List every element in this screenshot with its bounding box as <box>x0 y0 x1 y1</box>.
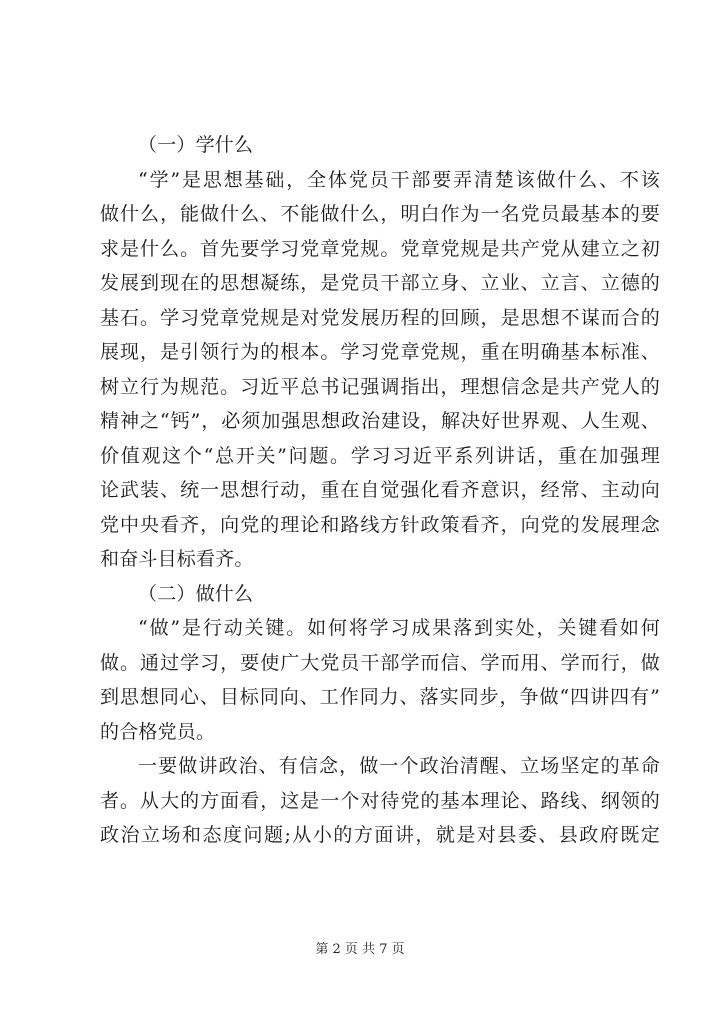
paragraph-line: 价值观这个“总开关”问题。学习习近平系列讲话，重在加强理 <box>100 444 660 467</box>
paragraph-line: 树立行为规范。习近平总书记强调指出，理想信念是共产党人的 <box>100 375 660 398</box>
paragraph-line: “学”是思想基础，全体党员干部要弄清楚该做什么、不该 <box>138 168 660 191</box>
paragraph-line: 论武装、统一思想行动，重在自觉强化看齐意识，经常、主动向 <box>100 479 660 501</box>
paragraph-line: 的合格党员。 <box>100 720 216 743</box>
paragraph-line: 求是什么。首先要学习党章党规。党章党规是共产党从建立之初 <box>100 237 660 260</box>
paragraph-line: 精神之“钙”，必须加强思想政治建设，解决好世界观、人生观、 <box>100 410 660 432</box>
section-heading-1: （一）学什么 <box>138 134 254 156</box>
paragraph-line: 一要做讲政治、有信念，做一个政治清醒、立场坚定的革命 <box>138 755 660 777</box>
paragraph-line: 者。从大的方面看，这是一个对待党的基本理论、路线、纲领的 <box>100 789 660 812</box>
paragraph-line: 做什么，能做什么、不能做什么，明白作为一名党员最基本的要 <box>100 203 660 225</box>
paragraph-line: 党中央看齐，向党的理论和路线方针政策看齐，向党的发展理念 <box>100 513 660 536</box>
section-heading-2: （二）做什么 <box>138 582 254 605</box>
paragraph-line: 做。通过学习，要使广大党员干部学而信、学而用、学而行，做 <box>100 651 660 674</box>
paragraph-line: 展现，是引领行为的根本。学习党章党规，重在明确基本标准、 <box>100 341 660 363</box>
paragraph-line: 到思想同心、目标同向、工作同力、落实同步，争做“四讲四有” <box>100 686 660 708</box>
paragraph-line: 和奋斗目标看齐。 <box>100 548 254 570</box>
paragraph-line: 政治立场和态度问题;从小的方面讲，就是对县委、县政府既定 <box>100 824 660 846</box>
paragraph-line: “做”是行动关键。如何将学习成果落到实处，关键看如何 <box>138 617 660 639</box>
paragraph-line: 基石。学习党章党规是对党发展历程的回顾，是思想不谋而合的 <box>100 306 660 329</box>
document-body <box>100 128 660 853</box>
paragraph-line: 发展到现在的思想凝练，是党员干部立身、立业、立言、立德的 <box>100 272 660 294</box>
page-footer: 第 2 页 共 7 页 <box>315 942 405 957</box>
